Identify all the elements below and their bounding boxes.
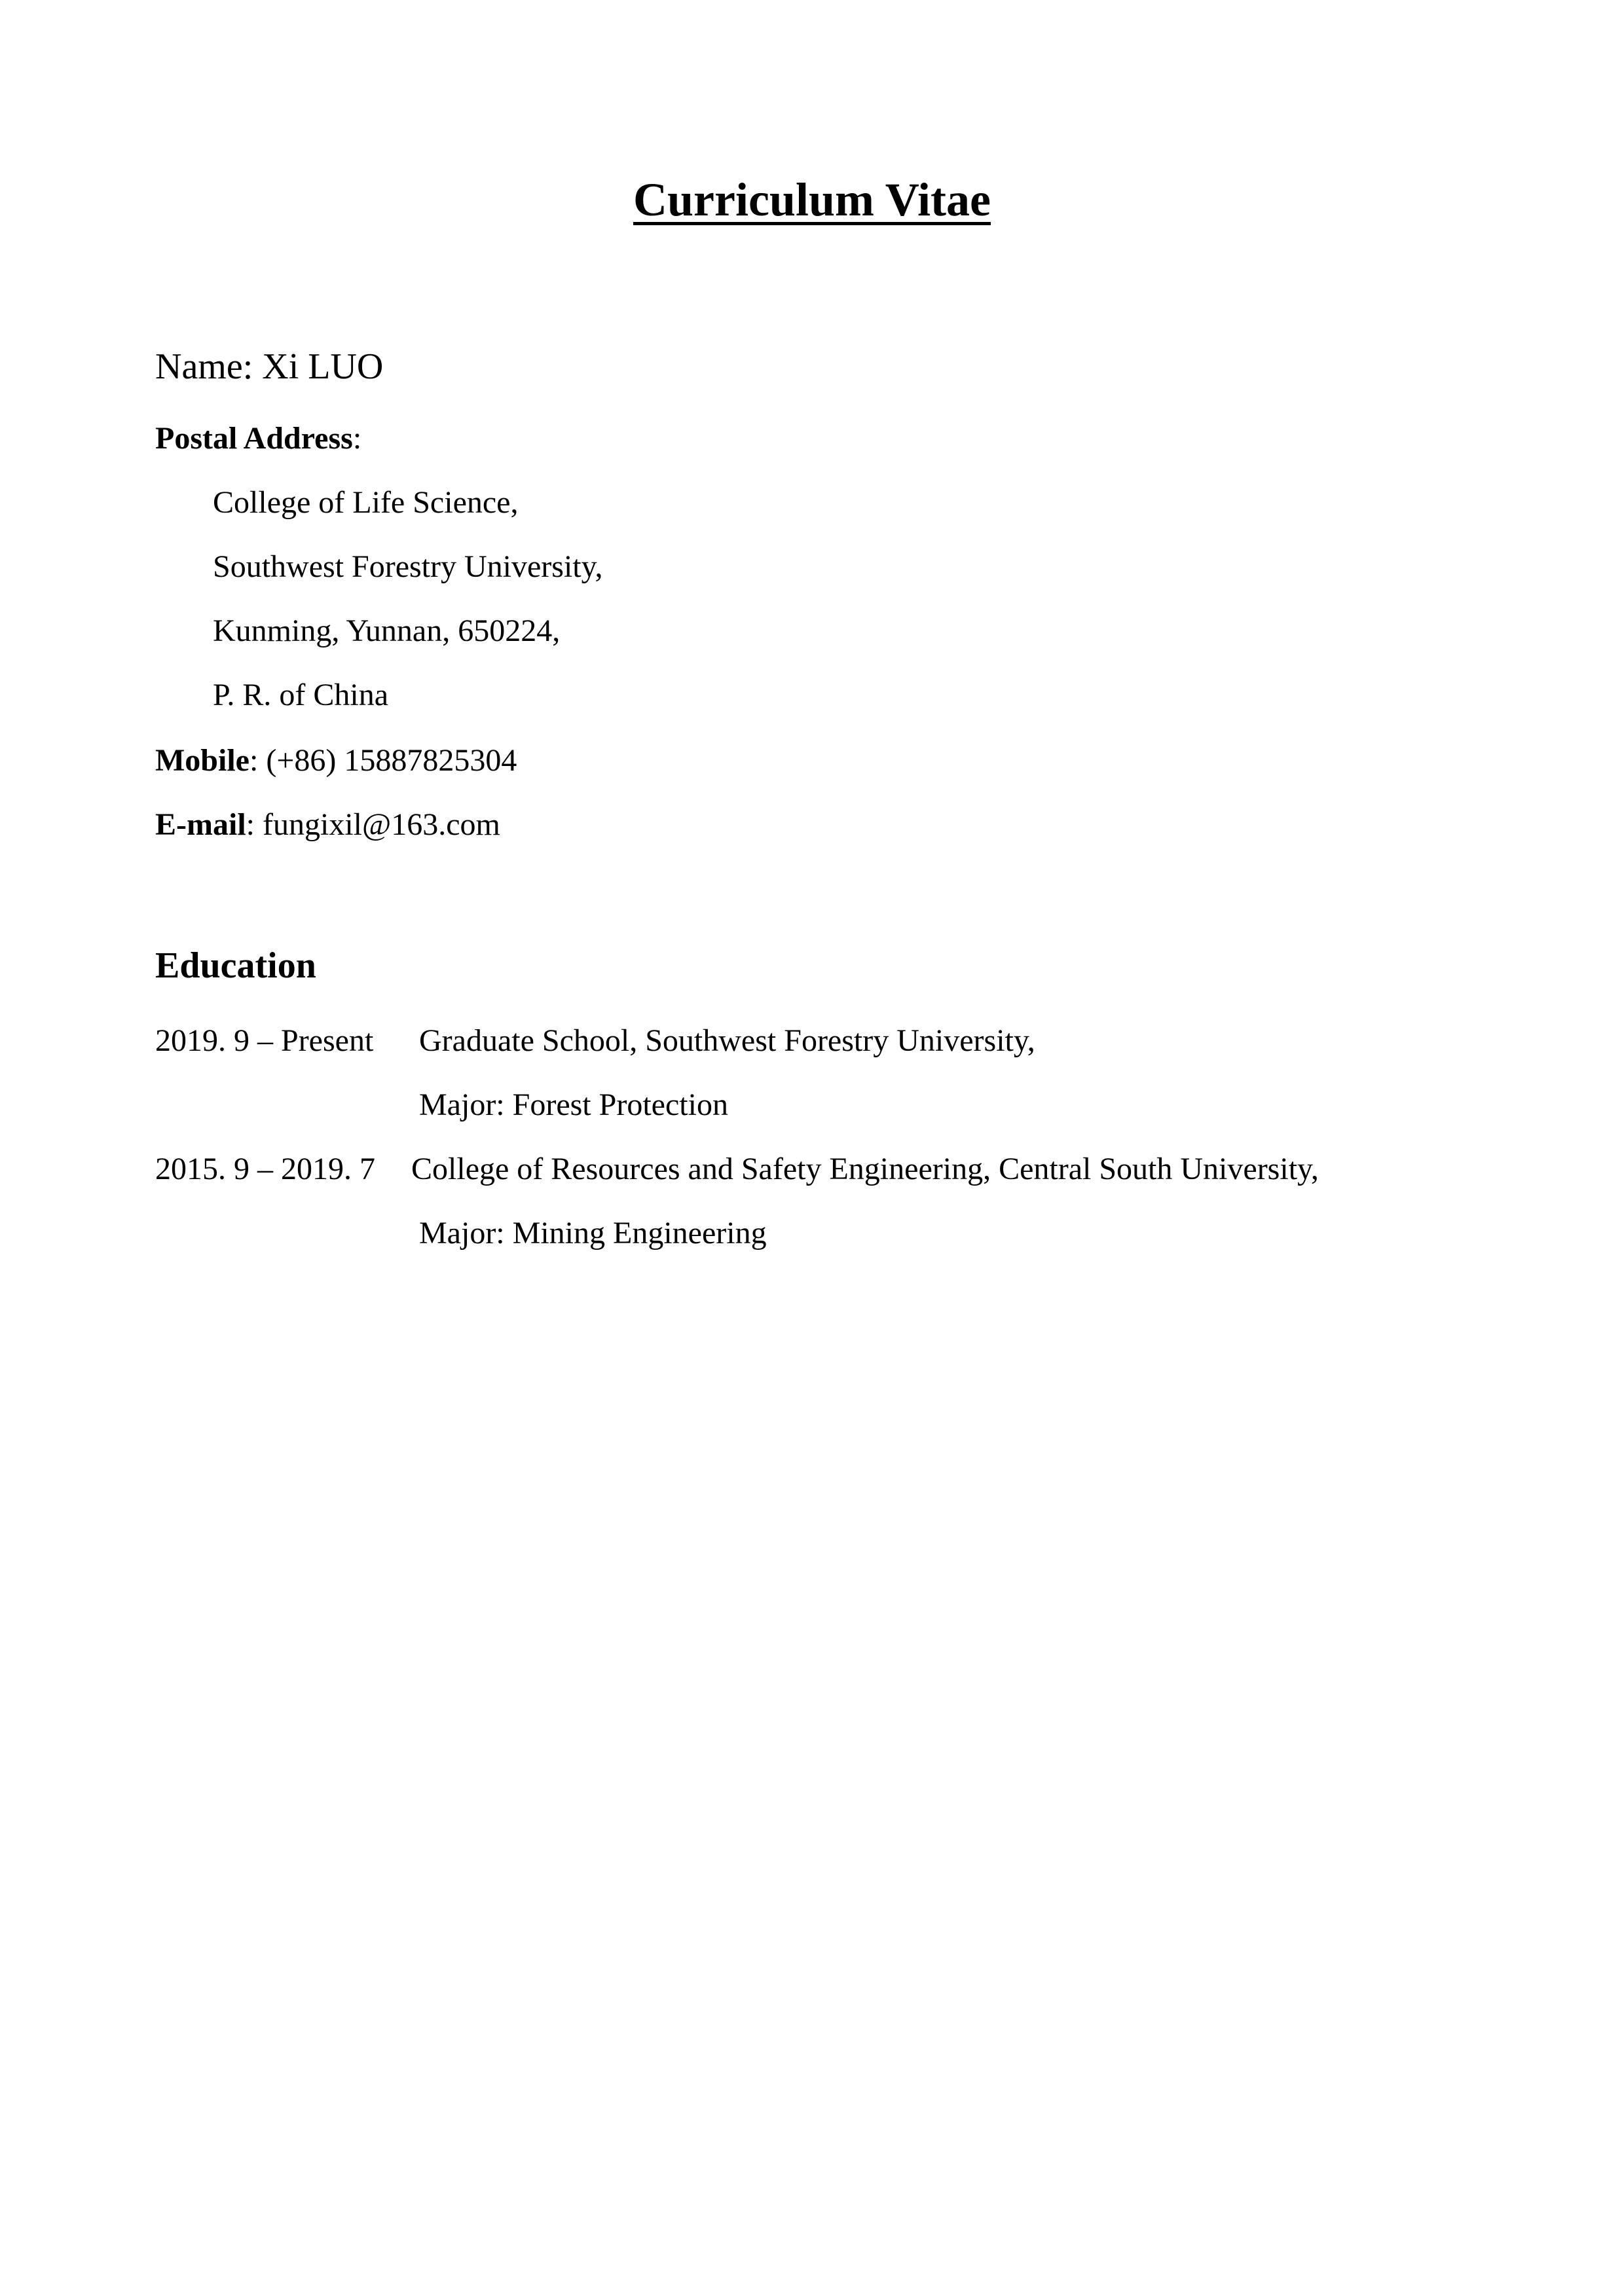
- mobile-colon: :: [249, 743, 259, 778]
- address-line-4: P. R. of China: [213, 678, 389, 712]
- postal-address-line: [155, 419, 361, 458]
- mobile-label: Mobile: [155, 743, 249, 778]
- document-title: [0, 167, 1624, 232]
- email-colon: :: [246, 807, 255, 842]
- education-institution-1: Graduate School, Southwest Forestry University,: [419, 1023, 1035, 1058]
- education-major-1: Major: Forest Protection: [419, 1087, 728, 1122]
- mobile-line: [155, 741, 517, 780]
- email-line: [155, 805, 500, 845]
- postal-address-label: Postal Address: [155, 421, 353, 456]
- education-period-1: 2019. 9 – Present: [155, 1023, 374, 1058]
- email-label: E-mail: [155, 807, 246, 842]
- document-title-text: Curriculum Vitae: [633, 173, 991, 226]
- email-value[interactable]: fungixil@163.com: [263, 807, 500, 842]
- address-line-3: Kunming, Yunnan, 650224,: [213, 613, 561, 648]
- address-line-2: Southwest Forestry University,: [213, 549, 603, 584]
- postal-address-colon: :: [352, 421, 362, 456]
- education-major-2: Major: Mining Engineering: [419, 1216, 767, 1250]
- education-heading: Education: [155, 945, 316, 986]
- name-value: Xi LUO: [262, 346, 384, 387]
- name-line: [155, 344, 383, 390]
- education-institution-2: College of Resources and Safety Engineering, Central South University,: [411, 1152, 1319, 1186]
- mobile-value: (+86) 15887825304: [266, 743, 517, 778]
- education-period-2: 2015. 9 – 2019. 7: [155, 1152, 375, 1186]
- address-line-1: College of Life Science,: [213, 485, 519, 520]
- name-label: Name:: [155, 346, 253, 387]
